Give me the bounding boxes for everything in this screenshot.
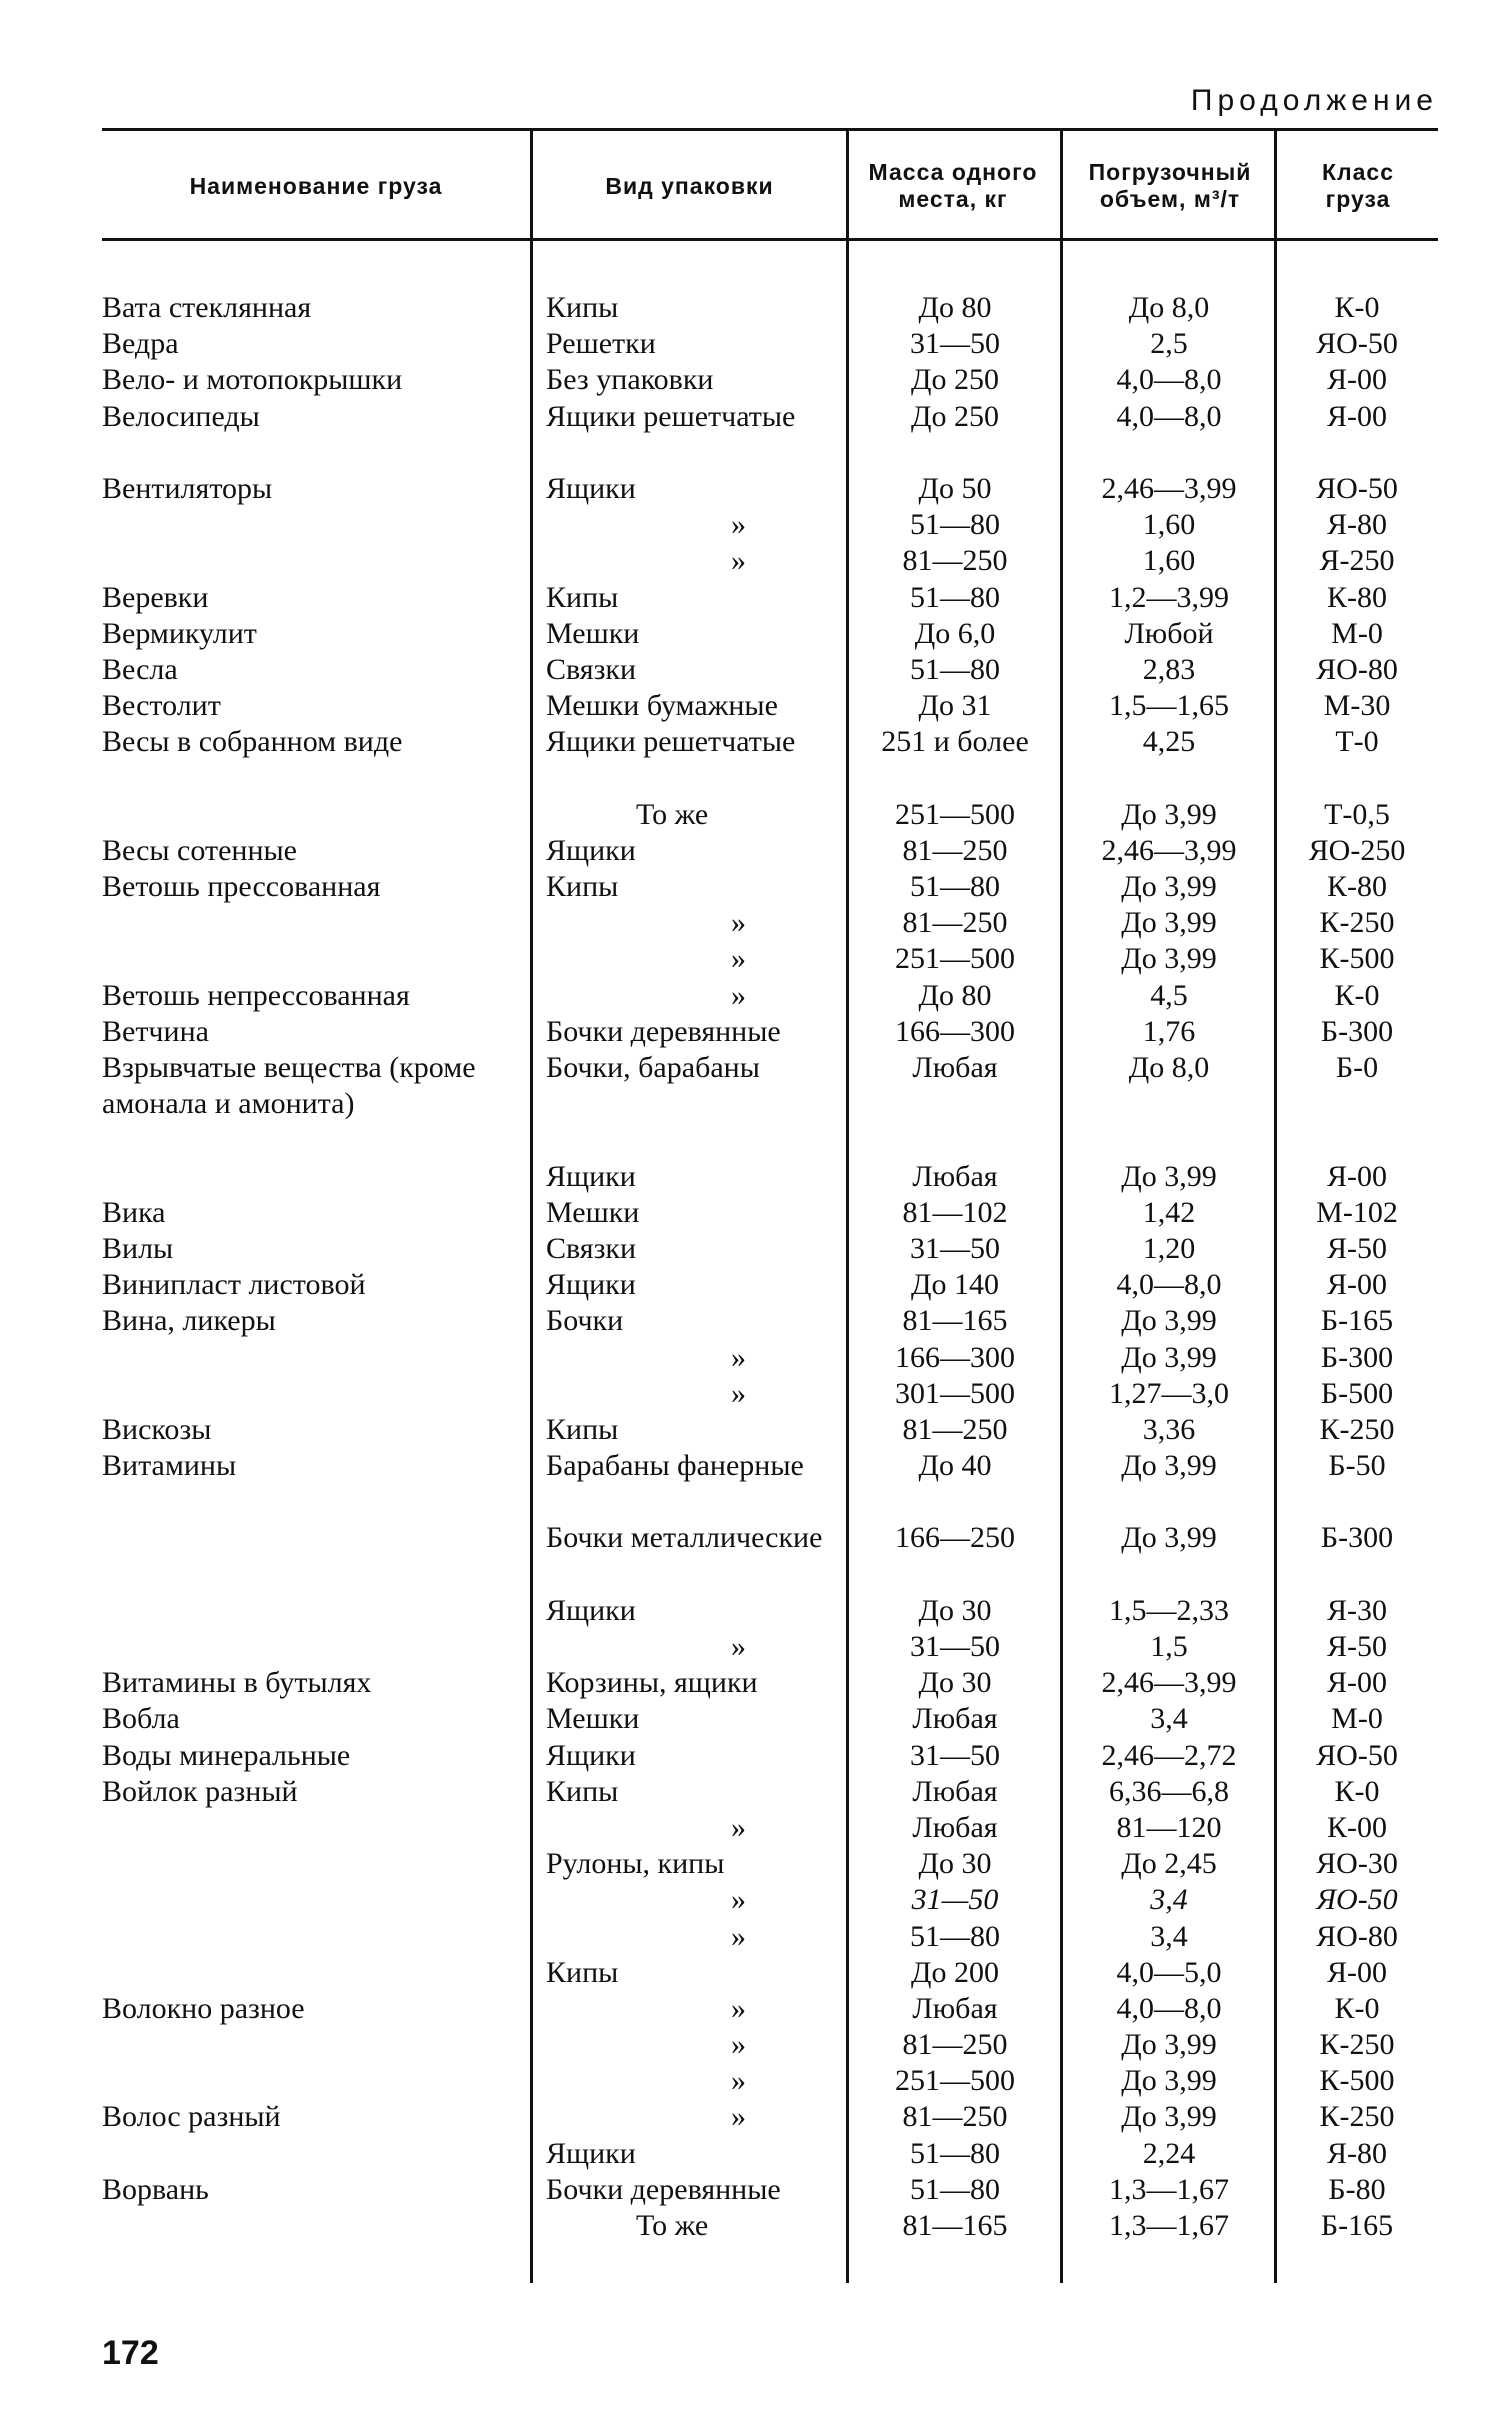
- cargo-name-cell: Вестолит: [102, 689, 221, 723]
- cargo-name-cell: Ведра: [102, 327, 179, 361]
- class-cell: Я-250: [1319, 544, 1395, 578]
- volume-cell: 4,0—8,0: [1116, 399, 1222, 433]
- packaging-cell: То же: [636, 2209, 709, 2243]
- mass-cell: 251—500: [895, 797, 1015, 831]
- volume-cell: 1,20: [1142, 1231, 1196, 1265]
- class-cell: Я-50: [1327, 1231, 1387, 1265]
- packaging-cell: Кипы: [546, 1774, 619, 1808]
- cargo-name-cell: Витамины в бутылях: [102, 1666, 372, 1700]
- mass-cell: Любая: [912, 1159, 998, 1193]
- class-cell: Я-30: [1327, 1593, 1387, 1627]
- packaging-cell: Бочки металлические: [546, 1521, 823, 1555]
- class-cell: ЯО-50: [1316, 1738, 1398, 1772]
- packaging-cell: Рулоны, кипы: [546, 1847, 725, 1881]
- cargo-name-cell: Войлок разный: [102, 1774, 298, 1808]
- volume-cell: 2,46—3,99: [1101, 833, 1237, 867]
- mass-cell: До 50: [918, 471, 992, 505]
- table-row: [0, 1412, 1502, 1448]
- mass-cell: До 30: [918, 1593, 992, 1627]
- mass-cell: 251—500: [895, 2064, 1015, 2098]
- mass-cell: Любая: [912, 1810, 998, 1844]
- class-cell: Б-0: [1335, 1050, 1379, 1084]
- volume-cell: 3,4: [1150, 1883, 1188, 1917]
- class-cell: Я-80: [1327, 508, 1387, 542]
- packaging-cell: Ящики решетчатые: [546, 725, 796, 759]
- header-bottom-rule: [102, 238, 1438, 241]
- packaging-cell: »: [731, 1883, 746, 1917]
- table-row: [0, 1955, 1502, 1991]
- packaging-cell: Бочки: [546, 1304, 624, 1338]
- packaging-cell: »: [731, 1340, 746, 1374]
- table-row: [0, 1738, 1502, 1774]
- mass-cell: 81—165: [902, 2209, 1008, 2243]
- volume-cell: 1,5—2,33: [1109, 1593, 1229, 1627]
- volume-cell: 1,60: [1142, 544, 1196, 578]
- class-cell: К-500: [1319, 2064, 1395, 2098]
- volume-cell: 2,5: [1150, 327, 1188, 361]
- continuation-label: Продолжение: [1190, 84, 1438, 117]
- volume-cell: Любой: [1124, 616, 1214, 650]
- mass-cell: 81—250: [902, 906, 1008, 940]
- header-packaging: Вид упаковки: [605, 172, 774, 199]
- class-cell: Я-50: [1327, 1630, 1387, 1664]
- volume-cell: 4,0—8,0: [1116, 363, 1222, 397]
- class-cell: ЯО-50: [1316, 1883, 1398, 1917]
- packaging-cell: »: [731, 2028, 746, 2062]
- packaging-cell: »: [731, 1630, 746, 1664]
- mass-cell: 81—250: [902, 2100, 1008, 2134]
- volume-cell: 1,60: [1142, 508, 1196, 542]
- cargo-name-cell: Вина, ликеры: [102, 1304, 276, 1338]
- class-cell: Я-00: [1327, 1955, 1387, 1989]
- volume-cell: 2,46—3,99: [1101, 471, 1237, 505]
- table-row: [0, 362, 1502, 398]
- table-row: [0, 1846, 1502, 1882]
- table-row: [0, 1231, 1502, 1267]
- packaging-cell: »: [731, 942, 746, 976]
- table-row: [0, 1629, 1502, 1665]
- class-cell: ЯО-80: [1316, 1919, 1398, 1953]
- class-cell: ЯО-250: [1308, 833, 1406, 867]
- mass-cell: До 250: [911, 363, 999, 397]
- table-row: [0, 1774, 1502, 1810]
- volume-cell: До 3,99: [1121, 797, 1217, 831]
- class-cell: К-500: [1319, 942, 1395, 976]
- table-row: [0, 724, 1502, 796]
- volume-cell: 1,3—1,67: [1109, 2172, 1229, 2206]
- packaging-cell: »: [731, 906, 746, 940]
- mass-cell: 51—80: [910, 870, 1000, 904]
- table-row: [0, 1014, 1502, 1050]
- mass-cell: Любая: [912, 1050, 998, 1084]
- mass-cell: 251—500: [895, 942, 1015, 976]
- volume-cell: До 3,99: [1121, 1340, 1217, 1374]
- cargo-name-cell: Вентиляторы: [102, 471, 273, 505]
- table-row: [0, 2027, 1502, 2063]
- class-cell: Б-165: [1320, 2209, 1394, 2243]
- class-cell: Б-300: [1320, 1014, 1394, 1048]
- volume-cell: 81—120: [1116, 1810, 1222, 1844]
- volume-cell: До 3,99: [1121, 1521, 1217, 1555]
- class-cell: К-0: [1334, 1991, 1380, 2025]
- cargo-name-cell: Вермикулит: [102, 616, 257, 650]
- packaging-cell: Ящики решетчатые: [546, 399, 796, 433]
- volume-cell: 4,5: [1150, 978, 1188, 1012]
- class-cell: Я-00: [1327, 363, 1387, 397]
- class-cell: К-00: [1327, 1810, 1387, 1844]
- table-row: [0, 2172, 1502, 2208]
- table-row: [0, 1701, 1502, 1737]
- volume-cell: 2,83: [1142, 652, 1196, 686]
- packaging-cell: Ящики: [546, 1738, 636, 1772]
- mass-cell: 81—102: [902, 1195, 1008, 1229]
- mass-cell: 81—250: [902, 544, 1008, 578]
- class-cell: Б-80: [1328, 2172, 1386, 2206]
- class-cell: ЯО-50: [1316, 471, 1398, 505]
- table-row: [0, 616, 1502, 652]
- packaging-cell: Кипы: [546, 1955, 619, 1989]
- cargo-name-cell: Взрывчатые вещества (кроме амонала и амонита): [102, 1050, 476, 1120]
- mass-cell: До 140: [911, 1268, 999, 1302]
- table-row: [0, 1195, 1502, 1231]
- packaging-cell: Кипы: [546, 1412, 619, 1446]
- class-cell: Я-00: [1327, 1159, 1387, 1193]
- mass-cell: 31—50: [911, 1883, 999, 1917]
- table-row: [0, 1665, 1502, 1701]
- page-number: 172: [102, 2334, 159, 2372]
- class-cell: Я-00: [1327, 1666, 1387, 1700]
- class-cell: К-250: [1319, 1412, 1395, 1446]
- mass-cell: До 6,0: [914, 616, 996, 650]
- mass-cell: Любая: [912, 1991, 998, 2025]
- mass-cell: 81—250: [902, 1412, 1008, 1446]
- volume-cell: 3,4: [1150, 1702, 1188, 1736]
- class-cell: М-0: [1331, 616, 1383, 650]
- packaging-cell: Связки: [546, 652, 637, 686]
- table-row: [0, 941, 1502, 977]
- volume-cell: 1,42: [1142, 1195, 1196, 1229]
- mass-cell: 301—500: [895, 1376, 1015, 1410]
- table-row: [0, 2136, 1502, 2172]
- packaging-cell: Связки: [546, 1231, 637, 1265]
- table-row: [0, 290, 1502, 326]
- packaging-cell: Ящики: [546, 1268, 636, 1302]
- header-volume: Погрузочный объем, м³/т: [1088, 159, 1252, 212]
- header-mass: Масса одного места, кг: [868, 159, 1038, 212]
- class-cell: Б-500: [1320, 1376, 1394, 1410]
- cargo-name-cell: Ворвань: [102, 2172, 209, 2206]
- cargo-name-cell: Весы сотенные: [102, 833, 297, 867]
- packaging-cell: »: [731, 544, 746, 578]
- cargo-name-cell: Волос разный: [102, 2100, 281, 2134]
- packaging-cell: То же: [636, 797, 709, 831]
- mass-cell: До 30: [918, 1666, 992, 1700]
- class-cell: ЯО-30: [1316, 1847, 1398, 1881]
- class-cell: Т-0,5: [1324, 797, 1390, 831]
- class-cell: К-0: [1334, 291, 1380, 324]
- class-cell: М-0: [1331, 1702, 1383, 1736]
- table-row: [0, 1303, 1502, 1339]
- mass-cell: 166—300: [895, 1014, 1015, 1048]
- cargo-name-cell: Ветошь прессованная: [102, 870, 381, 904]
- volume-cell: До 3,99: [1121, 870, 1217, 904]
- packaging-cell: Бочки деревянные: [546, 1014, 781, 1048]
- cargo-name-cell: Ветошь непрессованная: [102, 978, 410, 1012]
- packaging-cell: Мешки: [546, 616, 640, 650]
- cargo-name-cell: Велосипеды: [102, 399, 260, 433]
- table-row: [0, 1340, 1502, 1376]
- mass-cell: 51—80: [910, 652, 1000, 686]
- mass-cell: 81—250: [902, 2028, 1008, 2062]
- packaging-cell: Ящики: [546, 1159, 636, 1193]
- mass-cell: До 31: [918, 689, 992, 723]
- table-row: [0, 2208, 1502, 2244]
- volume-cell: 1,5—1,65: [1109, 689, 1229, 723]
- class-cell: К-0: [1334, 1774, 1380, 1808]
- mass-cell: До 80: [918, 291, 992, 324]
- table-row: [0, 833, 1502, 869]
- mass-cell: 31—50: [910, 327, 1000, 361]
- cargo-name-cell: Весла: [102, 652, 178, 686]
- mass-cell: 166—250: [895, 1521, 1015, 1555]
- table-row: [0, 1050, 1502, 1159]
- class-cell: К-250: [1319, 2100, 1395, 2134]
- table-row: [0, 2063, 1502, 2099]
- class-cell: К-80: [1327, 870, 1387, 904]
- class-cell: Б-300: [1320, 1340, 1394, 1374]
- packaging-cell: »: [731, 1991, 746, 2025]
- mass-cell: 31—50: [910, 1738, 1000, 1772]
- class-cell: К-80: [1327, 580, 1387, 614]
- header-class: Класс груза: [1321, 159, 1395, 212]
- cargo-name-cell: Витамины: [102, 1449, 237, 1483]
- volume-cell: 4,0—8,0: [1116, 1991, 1222, 2025]
- table-row: [0, 1520, 1502, 1592]
- volume-cell: 2,24: [1142, 2136, 1196, 2170]
- cargo-name-cell: Вилы: [102, 1231, 174, 1265]
- mass-cell: 31—50: [910, 1231, 1000, 1265]
- volume-cell: До 3,99: [1121, 1449, 1217, 1483]
- packaging-cell: Мешки бумажные: [546, 689, 778, 723]
- class-cell: К-250: [1319, 906, 1395, 940]
- packaging-cell: Бочки деревянные: [546, 2172, 781, 2206]
- table-row: [0, 978, 1502, 1014]
- cargo-table-body: [0, 290, 1502, 2244]
- packaging-cell: Ящики: [546, 833, 636, 867]
- table-row: [0, 1919, 1502, 1955]
- mass-cell: 31—50: [910, 1630, 1000, 1664]
- volume-cell: 1,76: [1142, 1014, 1196, 1048]
- packaging-cell: Без упаковки: [546, 363, 714, 397]
- table-row: [0, 580, 1502, 616]
- cargo-name-cell: Ветчина: [102, 1014, 209, 1048]
- volume-cell: До 3,99: [1121, 1159, 1217, 1193]
- table-row: [0, 1448, 1502, 1520]
- table-row: [0, 652, 1502, 688]
- cargo-name-cell: Вика: [102, 1195, 166, 1229]
- mass-cell: 51—80: [910, 2136, 1000, 2170]
- packaging-cell: »: [731, 2064, 746, 2098]
- packaging-cell: Кипы: [546, 870, 619, 904]
- mass-cell: До 200: [911, 1955, 999, 1989]
- class-cell: Я-00: [1327, 399, 1387, 433]
- mass-cell: До 80: [918, 978, 992, 1012]
- table-row: [0, 1376, 1502, 1412]
- table-row: [0, 1991, 1502, 2027]
- mass-cell: 251 и более: [881, 725, 1029, 759]
- packaging-cell: Барабаны фанерные: [546, 1449, 804, 1483]
- volume-cell: 4,0—8,0: [1116, 1268, 1222, 1302]
- class-cell: К-250: [1319, 2028, 1395, 2062]
- mass-cell: 51—80: [910, 580, 1000, 614]
- mass-cell: До 40: [918, 1449, 992, 1483]
- table-row: [0, 326, 1502, 362]
- cargo-name-cell: Вискозы: [102, 1412, 212, 1446]
- mass-cell: 51—80: [910, 2172, 1000, 2206]
- volume-cell: До 3,99: [1121, 2028, 1217, 2062]
- mass-cell: До 250: [911, 399, 999, 433]
- packaging-cell: Бочки, барабаны: [546, 1050, 760, 1084]
- class-cell: Я-00: [1327, 1268, 1387, 1302]
- mass-cell: 51—80: [910, 1919, 1000, 1953]
- packaging-cell: Ящики: [546, 1593, 636, 1627]
- class-cell: ЯО-80: [1316, 652, 1398, 686]
- table-row: [0, 797, 1502, 833]
- table-row: [0, 1159, 1502, 1195]
- cargo-name-cell: Веревки: [102, 580, 209, 614]
- packaging-cell: »: [731, 1376, 746, 1410]
- table-row: [0, 399, 1502, 471]
- volume-cell: До 3,99: [1121, 2064, 1217, 2098]
- volume-cell: До 2,45: [1121, 1847, 1217, 1881]
- mass-cell: Любая: [912, 1702, 998, 1736]
- table-row: [0, 869, 1502, 905]
- class-cell: Б-165: [1320, 1304, 1394, 1338]
- volume-cell: 1,5: [1150, 1630, 1188, 1664]
- packaging-cell: »: [731, 978, 746, 1012]
- volume-cell: 6,36—6,8: [1109, 1774, 1229, 1808]
- table-row: [0, 905, 1502, 941]
- volume-cell: 2,46—2,72: [1101, 1738, 1237, 1772]
- volume-cell: До 3,99: [1121, 2100, 1217, 2134]
- table-row: [0, 2099, 1502, 2135]
- packaging-cell: Кипы: [546, 580, 619, 614]
- table-row: [0, 1810, 1502, 1846]
- mass-cell: 166—300: [895, 1340, 1015, 1374]
- volume-cell: До 3,99: [1121, 942, 1217, 976]
- class-cell: Т-0: [1335, 725, 1379, 759]
- mass-cell: 51—80: [910, 508, 1000, 542]
- packaging-cell: Кипы: [546, 291, 619, 324]
- cargo-name-cell: Волокно разное: [102, 1991, 305, 2025]
- cargo-name-cell: Весы в собранном виде: [102, 725, 403, 759]
- header-name: Наименование груза: [189, 172, 443, 199]
- mass-cell: Любая: [912, 1774, 998, 1808]
- mass-cell: 81—250: [902, 833, 1008, 867]
- packaging-cell: »: [731, 1810, 746, 1844]
- packaging-cell: Мешки: [546, 1702, 640, 1736]
- packaging-cell: Ящики: [546, 2136, 636, 2170]
- cargo-name-cell: Вобла: [102, 1702, 180, 1736]
- volume-cell: До 3,99: [1121, 1304, 1217, 1338]
- class-cell: Я-80: [1327, 2136, 1387, 2170]
- packaging-cell: »: [731, 508, 746, 542]
- table-row: [0, 543, 1502, 579]
- volume-cell: 1,27—3,0: [1109, 1376, 1229, 1410]
- packaging-cell: Мешки: [546, 1195, 640, 1229]
- class-cell: ЯО-50: [1316, 327, 1398, 361]
- table-row: [0, 1882, 1502, 1918]
- packaging-cell: Ящики: [546, 471, 636, 505]
- packaging-cell: Решетки: [546, 327, 656, 361]
- volume-cell: 1,3—1,67: [1109, 2209, 1229, 2243]
- class-cell: Б-300: [1320, 1521, 1394, 1555]
- volume-cell: До 3,99: [1121, 906, 1217, 940]
- header-top-rule: [102, 128, 1438, 131]
- class-cell: Б-50: [1328, 1449, 1386, 1483]
- cargo-name-cell: Винипласт листовой: [102, 1268, 366, 1302]
- class-cell: К-0: [1334, 978, 1380, 1012]
- packaging-cell: Корзины, ящики: [546, 1666, 758, 1700]
- cargo-name-cell: Вата стеклянная: [102, 291, 312, 324]
- class-cell: М-102: [1316, 1195, 1398, 1229]
- table-row: [0, 471, 1502, 507]
- volume-cell: До 8,0: [1128, 291, 1210, 324]
- volume-cell: До 8,0: [1128, 1050, 1210, 1084]
- mass-cell: 81—165: [902, 1304, 1008, 1338]
- volume-cell: 3,4: [1150, 1919, 1188, 1953]
- volume-cell: 4,0—5,0: [1116, 1955, 1222, 1989]
- volume-cell: 3,36: [1142, 1412, 1196, 1446]
- packaging-cell: »: [731, 2100, 746, 2134]
- packaging-cell: »: [731, 1919, 746, 1953]
- volume-cell: 4,25: [1142, 725, 1196, 759]
- table-row: [0, 688, 1502, 724]
- mass-cell: До 30: [918, 1847, 992, 1881]
- volume-cell: 1,2—3,99: [1109, 580, 1229, 614]
- class-cell: М-30: [1323, 689, 1391, 723]
- table-row: [0, 507, 1502, 543]
- cargo-name-cell: Вело- и мотопокрышки: [102, 363, 403, 397]
- volume-cell: 2,46—3,99: [1101, 1666, 1237, 1700]
- table-row: [0, 1593, 1502, 1629]
- table-row: [0, 1267, 1502, 1303]
- cargo-name-cell: Воды минеральные: [102, 1738, 351, 1772]
